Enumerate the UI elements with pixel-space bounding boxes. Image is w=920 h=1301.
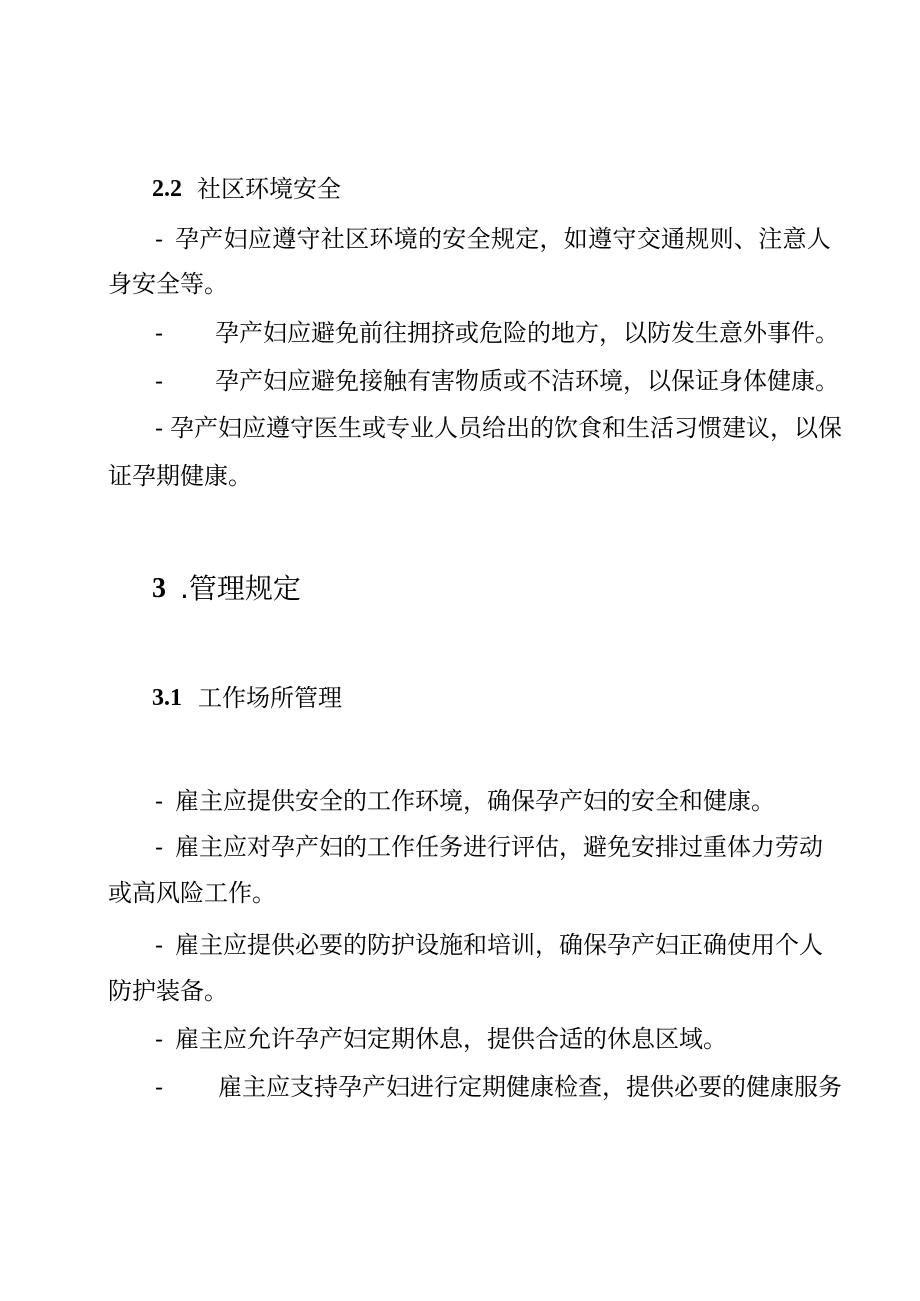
item-text-line1: 孕产妇应遵守医生或专业人员给出的饮食和生活习惯建议，以保 (170, 414, 842, 442)
item-text: 孕产妇应避免前往拥挤或危险的地方，以防发生意外事件。 (215, 319, 839, 347)
item-text-line1: 孕产妇应遵守社区环境的安全规定，如遵守交通规则、注意人 (175, 225, 832, 253)
section-number: 3 (152, 573, 166, 604)
item-text: 雇主应提供安全的工作环境，确保孕产妇的安全和健康。 (175, 787, 775, 815)
section-title: 工作场所管理 (198, 684, 342, 712)
section-title: .管理规定 (180, 572, 301, 605)
dash-marker: - (155, 225, 164, 253)
item-text-line1: 雇主应对孕产妇的工作任务进行评估，避免安排过重体力劳动 (175, 833, 823, 861)
item-text: 雇主应允许孕产妇定期休息，提供合适的休息区域。 (175, 1025, 727, 1053)
dash-marker: - (155, 787, 164, 815)
item-text-line2: 证孕期健康。 (108, 462, 252, 490)
item-text-line2: 防护装备。 (108, 977, 228, 1005)
section-title: 社区环境安全 (197, 175, 341, 203)
dash-marker: - (155, 931, 164, 959)
dash-marker: - (155, 1073, 164, 1101)
dash-marker: - (155, 414, 164, 442)
dash-marker: - (155, 367, 164, 395)
item-text: 孕产妇应避免接触有害物质或不洁环境，以保证身体健康。 (215, 367, 839, 395)
dash-marker: - (155, 319, 164, 347)
dash-marker: - (155, 1025, 164, 1053)
item-text-line2: 身安全等。 (108, 270, 228, 298)
item-text-line1: 雇主应提供必要的防护设施和培训，确保孕产妇正确使用个人 (175, 931, 823, 959)
section-number: 2.2 (152, 176, 182, 202)
item-text-line2: 或高风险工作。 (108, 879, 276, 907)
dash-marker: - (155, 833, 164, 861)
section-number: 3.1 (152, 685, 182, 711)
item-text: 雇主应支持孕产妇进行定期健康检查，提供必要的健康服务 (218, 1073, 842, 1101)
